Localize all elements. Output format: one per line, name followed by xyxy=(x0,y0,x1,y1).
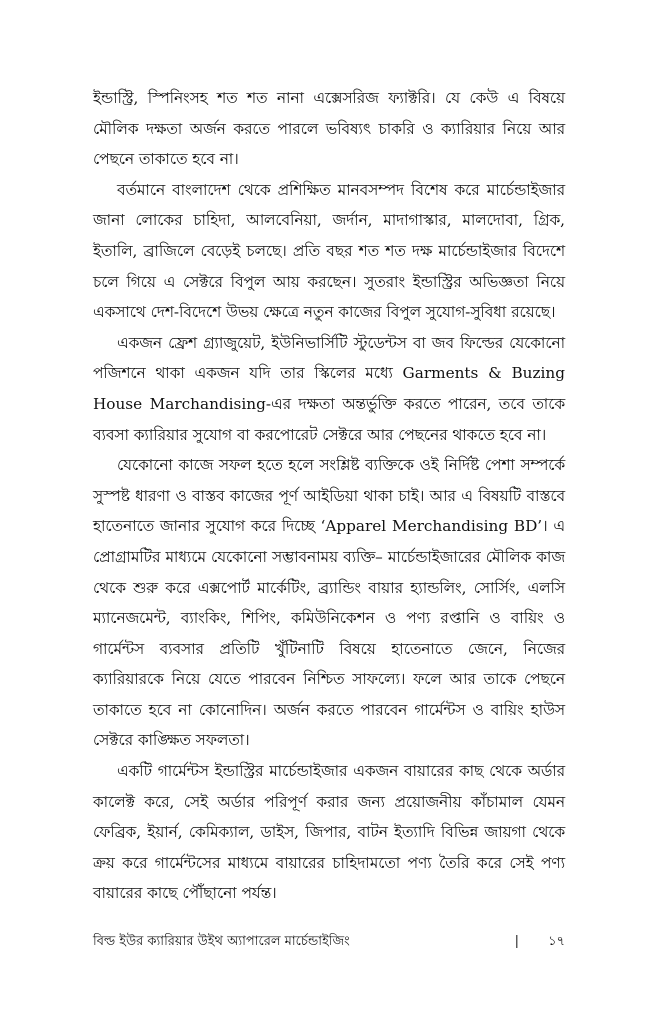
running-footer-title: বিল্ড ইউর ক্যারিয়ার উইথ অ্যাপারেল মার্চেন্ডাইজিং xyxy=(93,934,350,949)
page-footer xyxy=(93,930,565,954)
paragraph-5: একটি গার্মেন্টস ইন্ডাস্ট্রির মার্চেন্ডাইজার একজন বায়ারের কাছ থেকে অর্ডার কালেক্ট করে, সেই অর্ডার পরিপূর্ণ করার জন্য প্রয়োজনীয় কাঁচামাল যেমন ফেব্রিক, ইয়ার্ন, কেমিক্যাল, ডাইস, জিপার, বাটন ইত্যাদি বিভিন্ন জায়গা থেকে ক্রয় করে গার্মেন্টসের মাধ্যমে বায়ারের চাহিদামতো পণ্য তৈরি করে সেই পণ্য বায়ারের কাছে পৌঁছানো পর্যন্ত। xyxy=(93,762,565,903)
paragraph-2: বর্তমানে বাংলাদেশ থেকে প্রশিক্ষিত মানবসম্পদ বিশেষ করে মার্চেন্ডাইজার জানা লোকের চাহিদা, আলবেনিয়া, জর্দান, মাদাগাস্কার, মালদোবা, গ্রিক, ইতালি, ব্রাজিলে বেড়েই চলছে। প্রতি বছর শত শত দক্ষ মার্চেন্ডাইজার বিদেশে চলে গিয়ে এ সেক্টরে বিপুল আয় করছেন। সুতরাং ইন্ডাস্ট্রির অভিজ্ঞতা নিয়ে একসাথে দেশ-বিদেশে উভয় ক্ষেত্রে নতুন কাজের বিপুল সুযোগ-সুবিধা রয়েছে। xyxy=(93,180,565,322)
paragraph-1: ইন্ডাস্ট্রি, স্পিনিংসহ শত শত নানা এক্সেসরিজ ফ্যাক্টরি। যে কেউ এ বিষয়ে মৌলিক দক্ষতা অর্জন করতে পারলে ভবিষ্যৎ চাকরি ও ক্যারিয়ার নিয়ে আর পেছনে তাকাতে হবে না। xyxy=(93,89,565,169)
footer-separator: | xyxy=(514,934,519,949)
body-text xyxy=(93,83,565,909)
paragraph-4: যেকোনো কাজে সফল হতে হলে সংশ্লিষ্ট ব্যক্তিকে ওই নির্দিষ্ট পেশা সম্পর্কে সুস্পষ্ট ধারণা ও বাস্তব কাজের পূর্ণ আইডিয়া থাকা চাই। আর এ বিষয়টি বাস্তবে হাতেনাতে জানার সুযোগ করে দিচ্ছে ‘Apparel Merchandising BD’। এ প্রোগ্রামটির মাধ্যমে যেকোনো সম্ভাবনাময় ব্যক্তি– মার্চেন্ডাইজারের মৌলিক কাজ থেকে শুরু করে এক্সপোর্ট মার্কেটিং, ব্র্যান্ডিং বায়ার হ্যান্ডলিং, সোর্সিং, এলসি ম্যানেজমেন্ট, ব্যাংকিং, শিপিং, কমিউনিকেশন ও পণ্য রপ্তানি ও বায়িং ও গার্মেন্টস ব্যবসার প্রতিটি খুঁটিনাটি বিষয়ে হাতেনাতে জেনে, নিজের ক্যারিয়ারকে নিয়ে যেতে পারবেন নিশ্চিত সাফল্যে। ফলে আর তাকে পেছনে তাকাতে হবে না কোনোদিন। অর্জন করতে পারবেন গার্মেন্টস ও বায়িং হাউস সেক্টরে কাঙ্ক্ষিত সফলতা। xyxy=(93,456,565,750)
page-number: ১৭ xyxy=(548,934,565,949)
paragraph-3: একজন ফ্রেশ গ্র্যাজুয়েট, ইউনিভার্সিটি স্টুডেন্টস বা জব ফিল্ডের যেকোনো পজিশনে থাকা একজন যদি তার স্কিলের মধ্যে Garments & Buzing House Marchandising-এর দক্ষতা অন্তর্ভুক্তি করতে পারেন, তবে তাকে ব্যবসা ক্যারিয়ার সুযোগ বা করপোরেট সেক্টরে আর পেছনের থাকতে হবে না। xyxy=(93,333,565,444)
